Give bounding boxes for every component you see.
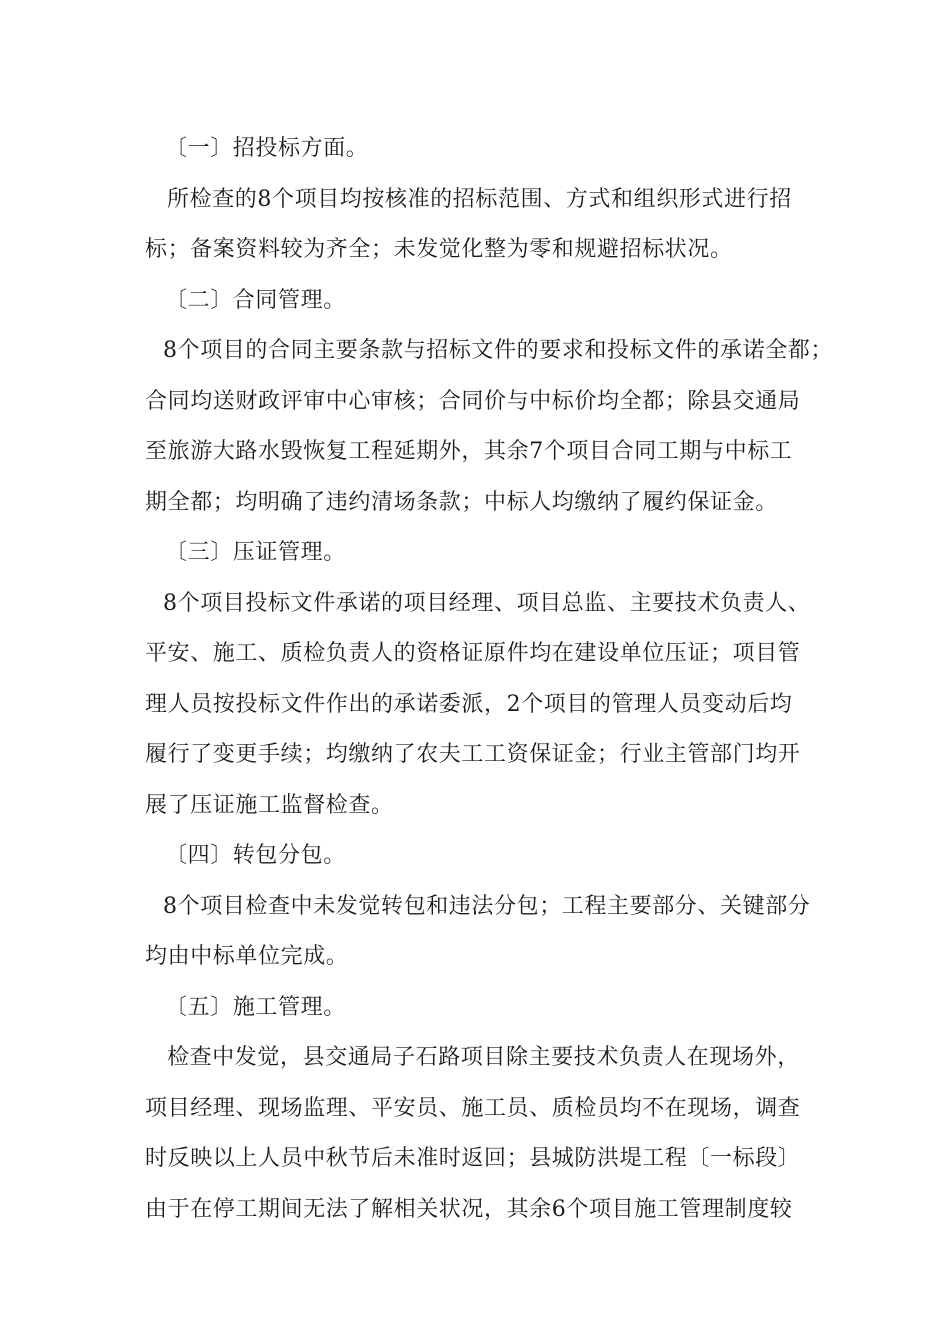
paragraph-line: 均由中标单位完成。 xyxy=(145,944,349,969)
document-body xyxy=(145,124,833,1235)
paragraph-line: 合同均送财政评审中心审核；合同价与中标价均全都；除县交通局 xyxy=(145,388,801,414)
paragraph-line: 检查中发觉，县交通局子石路项目除主要技术负责人在现场外， xyxy=(167,1045,800,1070)
paragraph-line: 所检查的8个项目均按核准的招标范围、方式和组织形式进行招 xyxy=(167,186,792,212)
paragraph-line: 至旅游大路水毁恢复工程延期外，其余7个项目合同工期与中标工 xyxy=(145,439,793,464)
section-heading: 〔四〕转包分包。 xyxy=(165,843,346,868)
section-heading: 〔五〕施工管理。 xyxy=(165,994,346,1020)
paragraph-line: 标；备案资料较为齐全；未发觉化整为零和规避招标状况。 xyxy=(145,237,733,262)
paragraph-line: 履行了变更手续；均缴纳了农夫工工资保证金；行业主管部门均开 xyxy=(145,742,801,767)
paragraph-line: 展了压证施工监督检查。 xyxy=(145,792,394,818)
paragraph-line: 8个项目的合同主要条款与招标文件的要求和投标文件的承诺全都； xyxy=(163,338,833,363)
paragraph-line: 由于在停工期间无法了解相关状况，其余6个项目施工管理制度较 xyxy=(145,1196,793,1222)
paragraph-line: 平安、施工、质检负责人的资格证原件均在建设单位压证；项目管 xyxy=(145,641,801,666)
paragraph-line: 8个项目检查中未发觉转包和违法分包；工程主要部分、关键部分 xyxy=(163,893,811,919)
section-heading: 〔二〕合同管理。 xyxy=(165,287,346,313)
section-heading: 〔一〕招投标方面。 xyxy=(165,136,369,161)
paragraph-line: 理人员按投标文件作出的承诺委派，2个项目的管理人员变动后均 xyxy=(145,691,793,717)
paragraph-line: 项目经理、现场监理、平安员、施工员、质检员均不在现场，调查 xyxy=(145,1095,801,1121)
paragraph-line: 时反映以上人员中秋节后未准时返回；县城防洪堤工程〔一标段〕 xyxy=(145,1146,801,1171)
paragraph-line: 8个项目投标文件承诺的项目经理、项目总监、主要技术负责人、 xyxy=(163,590,811,616)
section-heading: 〔三〕压证管理。 xyxy=(165,540,346,565)
paragraph-line: 期全都；均明确了违约清场条款；中标人均缴纳了履约保证金。 xyxy=(145,489,778,515)
